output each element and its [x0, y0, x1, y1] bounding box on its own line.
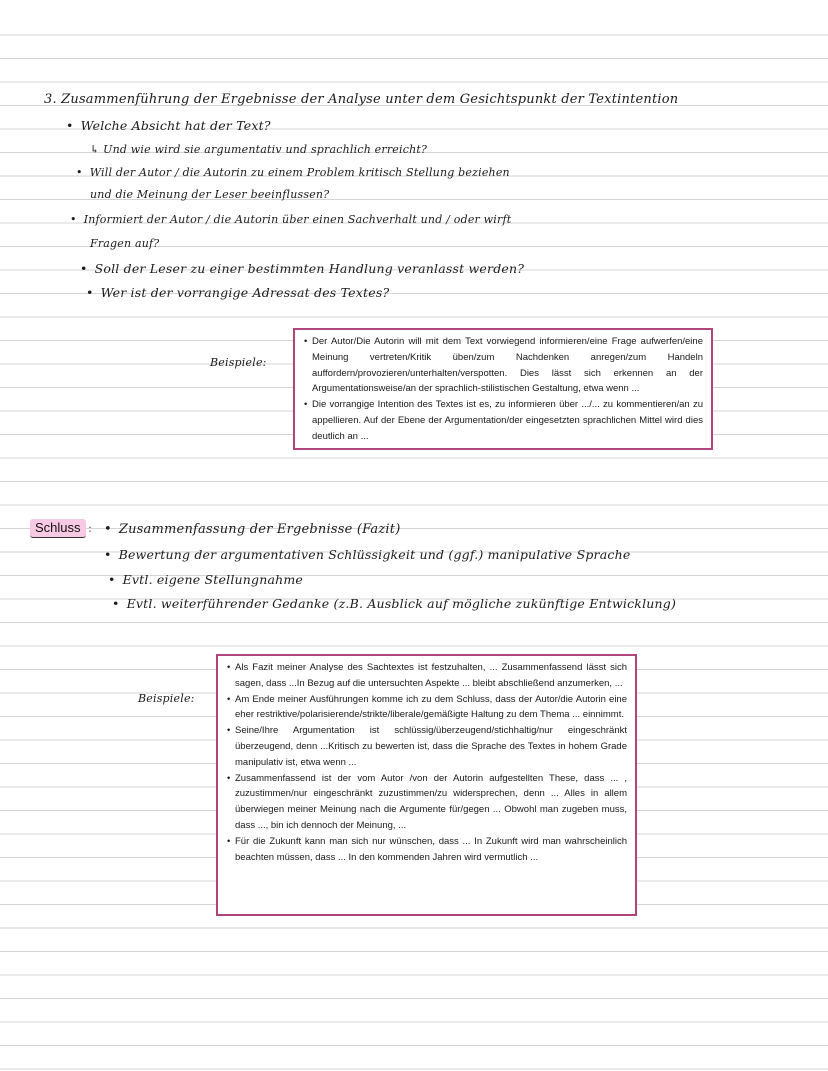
- note-line: und die Meinung der Leser beeinflussen?: [90, 188, 330, 201]
- note-line: • Bewertung der argumentativen Schlüssigkeit und (ggf.) manipulative Sprache: [104, 547, 630, 562]
- example-item: • Am Ende meiner Ausführungen komme ich zu dem Schluss, dass der Autor/die Autorin eine eher restriktive/polarisierende/strikte/liberale/gemäßigte Haltung zu dem Thema ... einnimmt.: [226, 692, 627, 724]
- note-line: • Wer ist der vorrangige Adressat des Textes?: [86, 285, 389, 300]
- examples-box: [293, 328, 713, 450]
- example-item: • Für die Zukunft kann man sich nur wünschen, dass ... In Zukunft wird man wahrscheinlich beachten müssen, dass ... In den kommenden Jahren wird vermutlich ...: [226, 834, 627, 866]
- note-line: • Will der Autor / die Autorin zu einem Problem kritisch Stellung beziehen: [76, 166, 510, 179]
- note-line: • Zusammenfassung der Ergebnisse (Fazit): [104, 522, 401, 537]
- schluss-label: Schluss: [30, 519, 86, 538]
- example-item: • Der Autor/Die Autorin will mit dem Text vorwiegend informieren/eine Frage aufwerfen/eine Meinung vertreten/Kritik üben/zum Nachdenken anregen/zum Handeln auffordern/provozieren/unterhalten/verspotten. Dies lässt sich erkennen an der Argumentationsweise/an der sprachlich-stilistischen Gestaltung, etwa wenn ...: [303, 334, 703, 397]
- note-line: • Evtl. eigene Stellungnahme: [108, 572, 303, 587]
- label-dot: :: [88, 521, 93, 535]
- examples-label: Beispiele:: [210, 356, 267, 369]
- example-item: • Seine/Ihre Argumentation ist schlüssig/überzeugend/stichhaltig/nur eingeschränkt überzeugend, denn ...Kritisch zu bewerten ist, dass die Sprache des Textes in hohem Grade manipulativ ist, etwa wenn ...: [226, 723, 627, 770]
- note-line: Fragen auf?: [90, 237, 160, 250]
- example-item: • Als Fazit meiner Analyse des Sachtextes ist festzuhalten, ... Zusammenfassend lässt sich sagen, dass ...In Bezug auf die untersuchten Aspekte ... bleibt abschließend anzumerken, ...: [226, 660, 627, 692]
- note-line: • Evtl. weiterführender Gedanke (z.B. Ausblick auf mögliche zukünftige Entwicklung): [112, 596, 676, 611]
- examples-label: Beispiele:: [138, 692, 195, 705]
- example-item: • Die vorrangige Intention des Textes ist es, zu informieren über .../... zu kommentieren/an zu appellieren. Auf der Ebene der Argumentation/der eingesetzten sprachlichen Mittel wird dies deutlich an ...: [303, 397, 703, 444]
- note-line: • Informiert der Autor / die Autorin über einen Sachverhalt und / oder wirft: [70, 213, 511, 226]
- note-line: • Welche Absicht hat der Text?: [66, 118, 271, 133]
- note-line: • Soll der Leser zu einer bestimmten Handlung veranlasst werden?: [80, 261, 524, 276]
- section-heading: 3. Zusammenführung der Ergebnisse der Analyse unter dem Gesichtspunkt der Textintention: [44, 92, 679, 107]
- example-item: • Zusammenfassend ist der vom Autor /von der Autorin aufgestellten These, dass ... , zuzustimmen/nur eingeschränkt zuzustimmen/zu widersprechen, denn ... Alles in allem überwiegen meiner Meinung nach die Argumente für/gegen ... Obwohl man zugeben muss, dass ..., bin ich dennoch der Meinung, ...: [226, 771, 627, 834]
- examples-box: [216, 654, 637, 916]
- note-line: ↳ Und wie wird sie argumentativ und sprachlich erreicht?: [90, 143, 428, 156]
